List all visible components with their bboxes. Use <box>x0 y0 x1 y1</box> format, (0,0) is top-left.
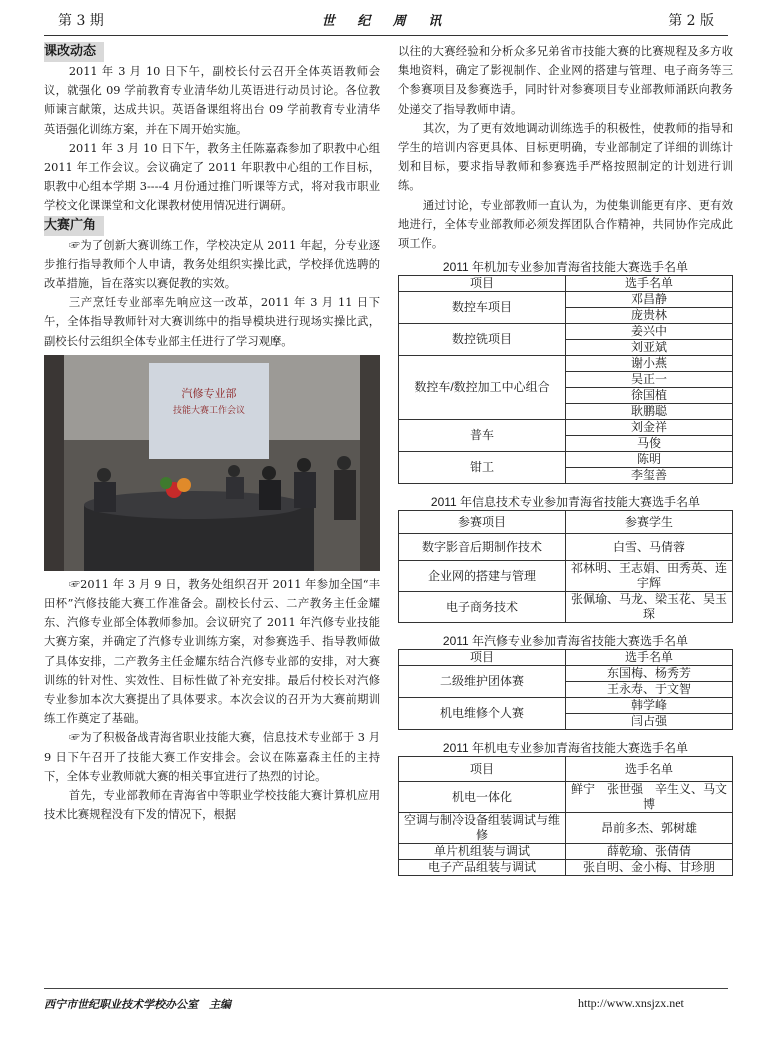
table-header: 项目 <box>399 276 566 292</box>
table-cell: 机电维修个人赛 <box>399 698 566 730</box>
table-machining <box>398 275 733 484</box>
table-cell: 耿鹏聪 <box>566 404 733 420</box>
table-cell: 谢小燕 <box>566 356 733 372</box>
table-cell: 机电一体化 <box>399 782 566 813</box>
table-cell: 单片机组装与调试 <box>399 844 566 860</box>
table-cell: 白雪、马倩蓉 <box>566 534 733 561</box>
table-mechatronics <box>398 756 733 876</box>
svg-text:技能大赛工作会议: 技能大赛工作会议 <box>172 405 246 416</box>
header-rule <box>44 35 728 36</box>
paragraph: 以往的大赛经验和分析众多兄弟省市技能大赛的比赛规程及多方收集地资料，确定了影视制作、企业网的搭建与管理、电子商务等三个参赛项目及参赛选手，同时针对参赛项目专业部教师涌跃向教务处递交了指导教师申请。 <box>398 45 733 116</box>
footer-editor: 西宁市世纪职业技术学校办公室 主编 <box>44 998 231 1011</box>
table-title-it: 2011 年信息技术专业参加青海省技能大赛选手名单 <box>430 495 701 510</box>
table-cell: 祁林明、王志娟、田秀英、连宇辉 <box>566 561 733 592</box>
table-cell: 庞贵林 <box>566 308 733 324</box>
paragraph: 通过讨论，专业部教师一直认为，为使集训能更有序、更有效地进行，全体专业部教师必须发挥团队合作精神，共同协作完成此项工作。 <box>398 198 733 251</box>
meeting-photo-art <box>44 355 380 571</box>
table-cell: 张自明、金小梅、甘珍朋 <box>566 860 733 876</box>
table-title-machining: 2011 年机加专业参加青海省技能大赛选手名单 <box>442 260 689 275</box>
table-cell: 昂前多杰、郭树雄 <box>566 813 733 844</box>
meeting-photo <box>44 355 380 571</box>
table-cell: 企业网的搭建与管理 <box>399 561 566 592</box>
footer-rule <box>44 988 728 989</box>
table-title-mechatronics: 2011 年机电专业参加青海省技能大赛选手名单 <box>442 741 689 756</box>
table-cell: 邓昌静 <box>566 292 733 308</box>
right-column <box>398 42 733 876</box>
table-cell: 李玺善 <box>566 468 733 484</box>
paragraph: ☞2011 年 3 月 9 日，教务处组织召开 2011 年参加全国“丰田杯”汽修技能大赛工作准备会。副校长付云、二产教务主任金耀东、汽修专业部全体教师参加。会议研究了 2011 年汽修专业技能大赛方案，并确定了汽修专业训练方案，对参赛选手、指导教师做了具体安排，二产教务主任金耀东结合汽修专业部的安排，对大赛训练的针对性、实效性、目标性做了补充安排。最后付校长对汽修专业参加本次大赛提出了具体要求。本次会议的召开为大赛前期训练工作奠定了基础。 <box>44 577 380 726</box>
table-cell: 吴正一 <box>566 372 733 388</box>
table-cell: 姜兴中 <box>566 324 733 340</box>
table-header: 项目 <box>399 650 566 666</box>
page-header <box>44 8 728 32</box>
paragraph: 三产烹饪专业部率先响应这一改革，2011 年 3 月 11 日下午，全体指导教师针对大赛训练中的指导模块进行现场实操比武，副校长付云组织全体专业部主任进行了学习观摩。 <box>44 296 380 348</box>
paragraph: 其次，为了更有效地调动训练选手的积极性，使教师的指导和学生的培训内容更具体、目标更明确，专业部制定了详细的训练计划和目标，要求指导教师和参赛选手严格按照制定的计划进行训练。 <box>398 121 733 193</box>
table-auto <box>398 649 733 730</box>
table-cell: 普车 <box>399 420 566 452</box>
masthead-title: 世 纪 周 讯 <box>321 14 451 29</box>
paragraph: 首先，专业部教师在青海省中等职业学校技能大赛计算机应用技术比赛规程没有下发的情况下，根据 <box>44 789 380 822</box>
table-cell: 空调与制冷设备组装调试与维修 <box>399 813 566 844</box>
table-header: 参赛学生 <box>566 511 733 534</box>
table-cell: 刘金祥 <box>566 420 733 436</box>
paragraph: ☞为了创新大赛训练工作，学校决定从 2011 年起，分专业逐步推行指导教师个人申请，教务处组织实操比武，学校择优选聘的改革措施，旨在落实以赛促教的实效。 <box>44 238 380 291</box>
table-header: 选手名单 <box>566 276 733 292</box>
table-cell: 东国梅、杨秀芳 <box>566 666 733 682</box>
table-cell: 数控车项目 <box>399 292 566 324</box>
section-title-reform: 课改动态 <box>44 42 104 62</box>
table-cell: 刘亚斌 <box>566 340 733 356</box>
table-header: 选手名单 <box>566 757 733 782</box>
table-cell: 数字影音后期制作技术 <box>399 534 566 561</box>
table-cell: 鲜宁 张世强 辛生义、马文博 <box>566 782 733 813</box>
table-cell: 二级维护团体赛 <box>399 666 566 698</box>
table-cell: 电子商务技术 <box>399 592 566 623</box>
left-column <box>44 42 380 824</box>
edition-number: 第 2 版 <box>668 13 714 29</box>
table-title-auto: 2011 年汽修专业参加青海省技能大赛选手名单 <box>442 634 689 649</box>
issue-number: 第 3 期 <box>58 13 104 29</box>
table-cell: 闫占强 <box>566 714 733 730</box>
paragraph: ☞为了积极备战青海省职业技能大赛，信息技术专业部于 3 月 9 日下午召开了技能大赛工作安排会。会议在陈嘉森主任的主持下，全体专业教师就大赛的相关事宜进行了热烈的讨论。 <box>44 731 381 783</box>
table-cell: 王永寿、于文智 <box>566 682 733 698</box>
table-header: 选手名单 <box>566 650 733 666</box>
footer-website-link[interactable]: http://www.xnsjzx.net <box>578 996 684 1010</box>
table-cell: 数控车/数控加工中心组合 <box>399 356 566 420</box>
table-cell: 陈明 <box>566 452 733 468</box>
table-cell: 钳工 <box>399 452 566 484</box>
table-cell: 韩学峰 <box>566 698 733 714</box>
table-header: 参赛项目 <box>399 511 566 534</box>
table-cell: 电子产品组装与调试 <box>399 860 566 876</box>
svg-text:汽修专业部: 汽修专业部 <box>181 386 237 400</box>
table-cell: 徐国植 <box>566 388 733 404</box>
table-cell: 马俊 <box>566 436 733 452</box>
table-header: 项目 <box>399 757 566 782</box>
paragraph: 2011 年 3 月 10 日下午，教务主任陈嘉森参加了职教中心组 2011 年工作会议。会议确定了 2011 年职教中心组的工作目标，职教中心组本学期 3----4 月份通过推门听课等方式，将对我市职业学校文化课课堂和文化课教材使用情况进行调研。 <box>44 141 380 213</box>
paragraph: 2011 年 3 月 10 日下午，副校长付云召开全体英语教师会议，就强化 09 学前教育专业清华幼儿英语进行动员讨论。各位教师谏言献策，达成共识。英语备课组将出台 09 学前教育专业清华英语强化训练方案，并在下周开始实施。 <box>44 65 380 136</box>
section-title-contest: 大赛广角 <box>44 216 104 236</box>
table-cell: 张佩瑜、马龙、梁玉花、吴玉琛 <box>566 592 733 623</box>
table-cell: 数控铣项目 <box>399 324 566 356</box>
table-cell: 薛乾瑜、张倩倩 <box>566 844 733 860</box>
table-it <box>398 510 733 623</box>
